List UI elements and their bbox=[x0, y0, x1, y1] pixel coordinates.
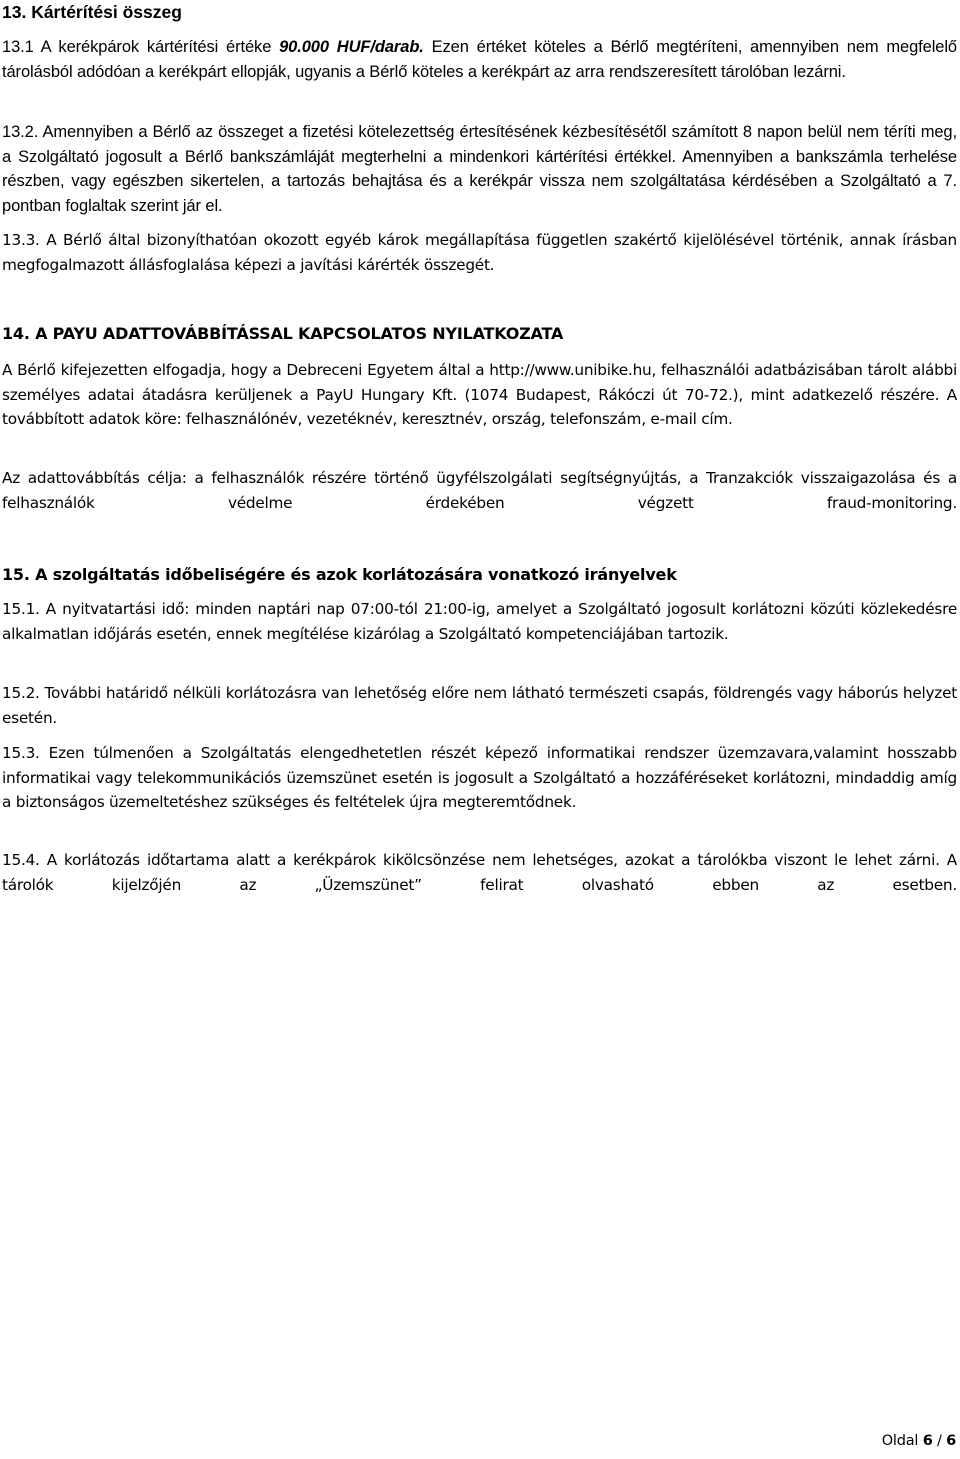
total-pages: 6 bbox=[946, 1433, 956, 1449]
paragraph-14-2: Az adattovábbítás célja: a felhasználók részére történő ügyfélszolgálati segítségnyújtás, a Tranzakciók visszaigazolása és a felhasználók védelme érdekében végzett fraud-monitoring. bbox=[2, 469, 957, 512]
paragraph-15-1: 15.1. A nyitvatartási idő: minden naptári nap 07:00-tól 21:00-ig, amelyet a Szolgáltató jogosult korlátozni közúti közlekedésre alkalmatlan időjárás esetén, ennek megítélése kizárólag a Szolgáltató kompetenciájában tartozik. bbox=[2, 600, 957, 643]
paragraph-15-3: 15.3. Ezen túlmenően a Szolgáltatás elengedhetetlen részét képező informatikai rendszer üzemzavara,valamint hosszabb informatikai vagy telekommunikációs üzemszünet esetén is jogosult a Szolgáltató a hozzáféréseket korlátozni, mindaddig amíg a biztonságos üzemeltetéshez szükséges és feltételek újra megteremtődnek. bbox=[2, 744, 957, 811]
paragraph-14-1: A Bérlő kifejezetten elfogadja, hogy a Debreceni Egyetem által a http://www.unibike.hu, felhasználói adatbázisában tárolt alábbi személyes adatai átadásra kerüljenek a PayU Hungary Kft. (1074 Budapest, Rákóczi út 70-72.), mint adatkezelő részére. A továbbított adatok köre: felhasználónév, vezetéknév, keresztnév, ország, telefonszám, e-mail cím. bbox=[2, 361, 957, 428]
paragraph-13-1-prefix: 13.1 A kerékpárok kártérítési értéke bbox=[2, 38, 280, 56]
paragraph-15-4: 15.4. A korlátozás időtartama alatt a kerékpárok kikölcsönzése nem lehetséges, azokat a tárolókba viszont le lehet zárni. A tárolók kijelzőjén az „Üzemszünet” felirat olvasható ebben az esetben. bbox=[2, 851, 957, 894]
section-14-heading: 14. A PAYU ADATTOVÁBBÍTÁSSAL KAPCSOLATOS NYILATKOZATA bbox=[2, 324, 564, 343]
page-label: Oldal bbox=[881, 1433, 919, 1449]
paragraph-13-3: 13.3. A Bérlő által bizonyíthatóan okozott egyéb károk megállapítása független szakértő kijelölésével történik, annak írásban megfogalmazott állásfoglalása képezi a javítási kárérték összegét. bbox=[2, 231, 957, 274]
paragraph-13-1 bbox=[2, 35, 957, 84]
paragraph-13-1-rest: Ezen értéket köteles a Bérlő megtéríteni, amennyiben nem megfelelő tárolásból adódóan a kerékpárt ellopják, ugyanis a Bérlő köteles a kerékpárt az arra rendszeresített tárolóban lezárni. bbox=[2, 38, 958, 81]
page-number-footer bbox=[882, 1433, 956, 1449]
compensation-amount: 90.000 HUF/darab. bbox=[279, 38, 424, 56]
current-page: 6 bbox=[922, 1433, 933, 1449]
section-15-heading: 15. A szolgáltatás időbeliségére és azok korlátozására vonatkozó irányelvek bbox=[2, 565, 677, 584]
paragraph-15-2: 15.2. További határidő nélküli korlátozásra van lehetőség előre nem látható természeti csapás, földrengés vagy háborús helyzet esetén. bbox=[2, 684, 957, 727]
section-13-heading: 13. Kártérítési összeg bbox=[2, 2, 182, 22]
paragraph-13-2: 13.2. Amennyiben a Bérlő az összeget a fizetési kötelezettség értesítésének kézbesítésétől számított 8 napon belül nem téríti meg, a Szolgáltató jogosult a Bérlő bankszámláját megterhelni a mindenkori kártérítési értékkel. Amennyiben a bankszámla terhelése részben, vagy egészben sikertelen, a tartozás behajtása és a kerékpár vissza nem szolgáltatása kérdésében a Szolgáltató a 7. pontban foglaltak szerint jár el. bbox=[2, 123, 957, 215]
page-separator: / bbox=[937, 1433, 942, 1449]
